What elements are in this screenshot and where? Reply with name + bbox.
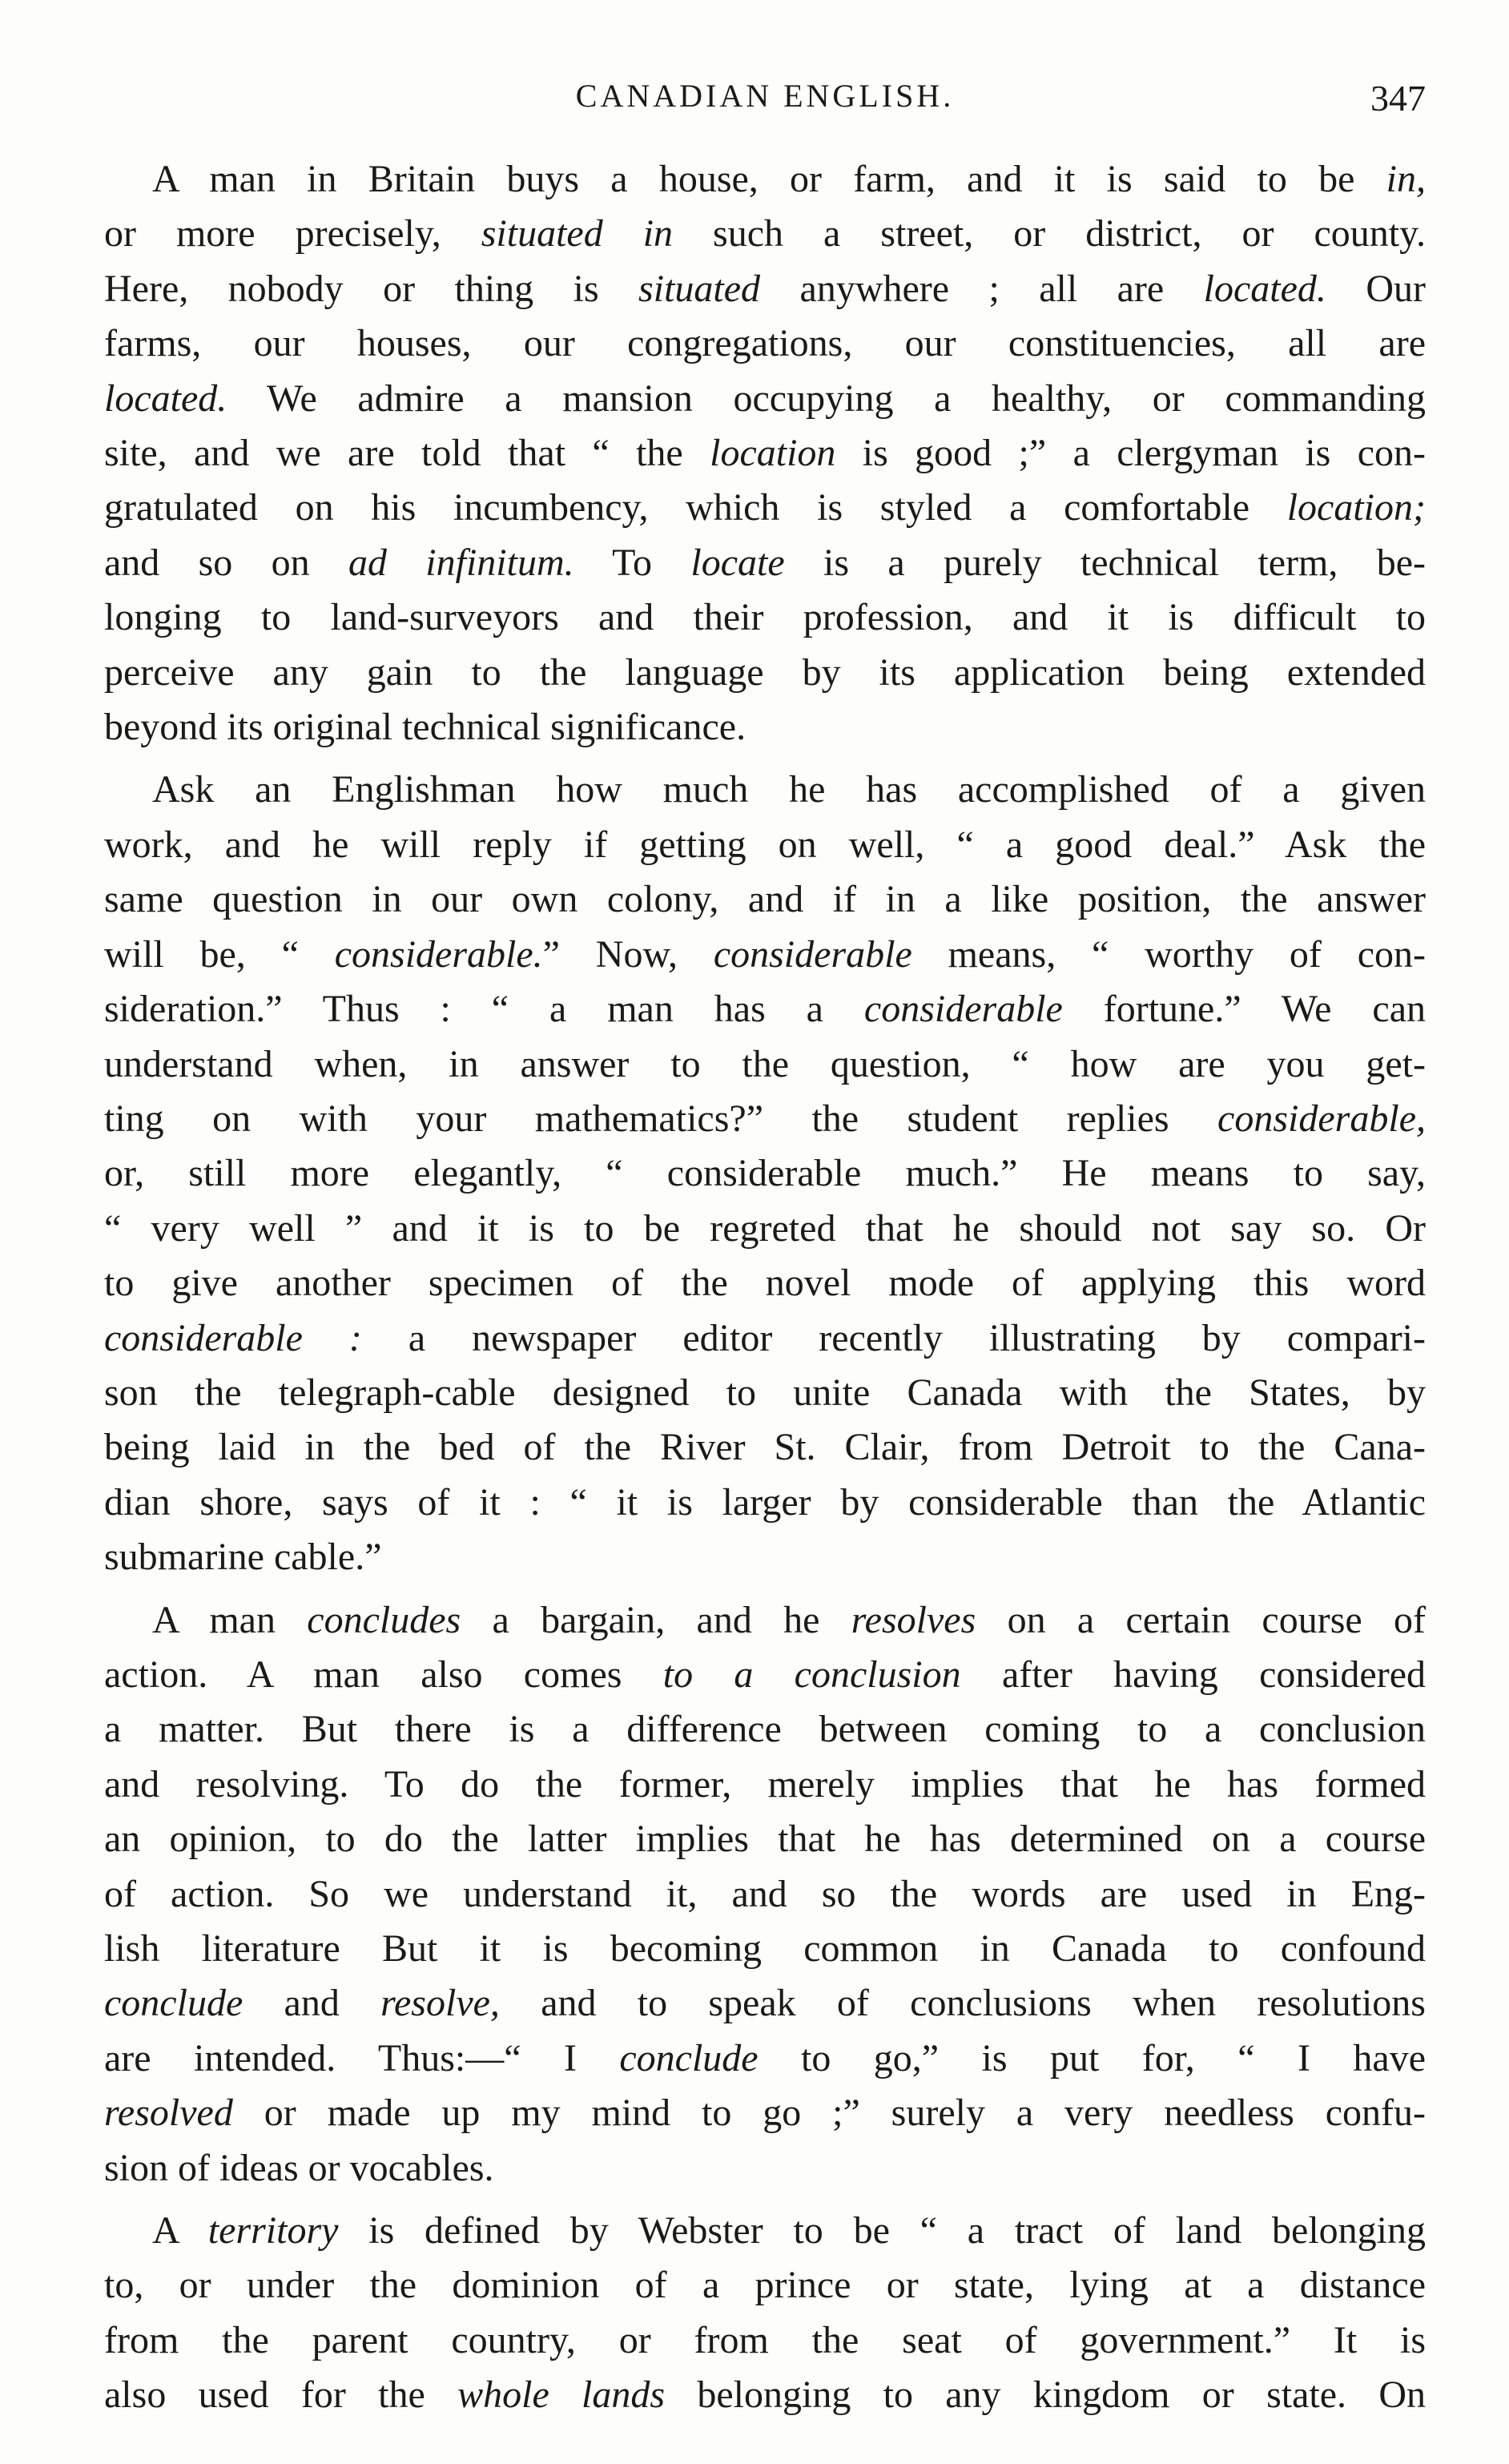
text-run: being laid in the bed of the River St. Clair, from Detroit to the Cana- xyxy=(104,1426,1426,1469)
italic-term: territory xyxy=(207,2209,339,2253)
italic-term: considerable, xyxy=(1217,1097,1426,1140)
italic-term: resolve, xyxy=(380,1982,500,2025)
text-line xyxy=(104,1702,1426,1757)
text-line xyxy=(104,1922,1426,1976)
text-run: is good ;” a clergyman is con- xyxy=(835,432,1427,475)
text-run: understand when, in answer to the question, “ how are you get- xyxy=(104,1042,1426,1085)
text-line xyxy=(104,2313,1426,2368)
text-run: work, and he will reply if getting on well, “ a good deal.” Ask the xyxy=(104,823,1426,866)
italic-term: location xyxy=(710,432,836,475)
text-run: A man in Britain buys a house, or farm, and it is said to be xyxy=(152,158,1386,200)
italic-term: conclude xyxy=(619,2036,759,2080)
text-run: belonging to any kingdom or state. On xyxy=(665,2373,1427,2417)
italic-term: resolved xyxy=(104,2092,233,2135)
text-line xyxy=(104,316,1426,371)
text-line xyxy=(104,262,1426,316)
text-run: to give another specimen of the novel mode of applying this word xyxy=(104,1262,1426,1305)
text-line xyxy=(104,982,1426,1037)
text-run: a newspaper editor recently illustrating by compari- xyxy=(361,1316,1426,1359)
italic-term: located. xyxy=(104,376,227,420)
text-line xyxy=(104,1812,1426,1866)
text-line xyxy=(104,763,1426,817)
text-line xyxy=(104,928,1426,982)
text-run: will be, “ xyxy=(104,932,335,976)
text-line xyxy=(104,1757,1426,1812)
text-run: site, and we are told that “ the xyxy=(104,432,710,475)
text-run: sion of ideas or vocables. xyxy=(104,2146,494,2189)
text-run: or made up my mind to go ;” surely a very needless confu- xyxy=(232,2092,1426,2135)
italic-term: considerable xyxy=(713,932,912,976)
text-line xyxy=(104,2258,1426,2313)
text-line xyxy=(104,2368,1426,2422)
paragraph xyxy=(104,1593,1426,2196)
italic-term: situated in xyxy=(481,212,674,256)
text-line xyxy=(104,1146,1426,1201)
italic-term: considerable : xyxy=(104,1316,362,1359)
text-run: on a certain course of xyxy=(976,1598,1426,1641)
text-run: and xyxy=(243,1982,381,2025)
text-run: farms, our houses, our congregations, our constituencies, all are xyxy=(104,322,1426,365)
text-run: gratulated on his incumbency, which is styled a comfortable xyxy=(104,486,1287,529)
italic-term: concludes xyxy=(307,1598,461,1641)
text-line xyxy=(104,590,1426,645)
text-line xyxy=(104,152,1426,207)
paragraph xyxy=(104,152,1426,755)
text-run: to, or under the dominion of a prince or state, lying at a distance xyxy=(104,2264,1426,2307)
italic-term: considerable. xyxy=(334,932,543,976)
text-run: a matter. But there is a difference between coming to a conclusion xyxy=(104,1708,1426,1751)
text-run: or, still more elegantly, “ considerable much.” He means to say, xyxy=(104,1152,1426,1195)
text-line xyxy=(104,1366,1426,1420)
italic-term: located. xyxy=(1203,267,1326,310)
text-run: lish literature But it is becoming common in Canada to confound xyxy=(104,1927,1426,1970)
text-run: or more precisely, xyxy=(104,212,481,256)
text-run: sideration.” Thus : “ a man has a xyxy=(104,988,864,1031)
text-line xyxy=(104,207,1426,261)
italic-term: whole lands xyxy=(457,2373,666,2417)
italic-term: locate xyxy=(690,541,785,584)
text-run: perceive any gain to the language by its application being extended xyxy=(104,650,1426,694)
running-head xyxy=(104,77,1426,133)
text-run: such a street, or district, or county. xyxy=(673,212,1427,256)
text-run: means, “ worthy of con- xyxy=(911,932,1427,976)
text-line xyxy=(104,1976,1426,2031)
text-line xyxy=(104,2086,1426,2140)
text-line xyxy=(104,1648,1426,1702)
paragraph xyxy=(104,2204,1426,2423)
text-run: of action. So we understand it, and so the words are used in Eng- xyxy=(104,1872,1426,1915)
text-line xyxy=(104,1202,1426,1256)
text-run: anywhere ; all are xyxy=(760,267,1204,310)
text-line xyxy=(104,1593,1426,1648)
text-run: Ask an Englishman how much he has accomplished of a given xyxy=(152,768,1426,811)
text-run: to go,” is put for, “ I have xyxy=(758,2036,1426,2080)
page-number: 347 xyxy=(1370,78,1426,119)
text-line xyxy=(104,536,1426,590)
text-run: “ very well ” and it is to be regreted that he should not say so. Or xyxy=(104,1206,1426,1250)
text-line xyxy=(104,1311,1426,1366)
text-run: son the telegraph-cable designed to unite Canada with the States, by xyxy=(104,1371,1426,1414)
text-line xyxy=(104,872,1426,927)
text-run: We admire a mansion occupying a healthy, or commanding xyxy=(227,376,1426,420)
italic-term: conclude xyxy=(104,1982,243,2025)
text-line xyxy=(104,481,1426,535)
text-run: is defined by Webster to be “ a tract of land belonging xyxy=(338,2209,1427,2253)
text-run: from the parent country, or from the seat of government.” It is xyxy=(104,2318,1426,2361)
italic-term: to a conclusion xyxy=(662,1653,961,1696)
text-run: Our xyxy=(1326,267,1426,310)
text-run: is a purely technical term, be- xyxy=(784,541,1427,584)
text-line xyxy=(104,1037,1426,1092)
text-line xyxy=(104,1867,1426,1922)
text-run: submarine cable.” xyxy=(104,1536,382,1579)
text-line xyxy=(104,1256,1426,1311)
text-line xyxy=(104,1476,1426,1530)
text-run: same question in our own colony, and if in a like position, the answer xyxy=(104,878,1426,921)
text-run: A man xyxy=(152,1598,308,1641)
italic-term: considerable xyxy=(863,988,1063,1031)
running-title: CANADIAN ENGLISH. xyxy=(575,78,955,114)
text-run: and to speak of conclusions when resolutions xyxy=(499,1982,1426,2025)
italic-term: location; xyxy=(1286,486,1426,529)
text-line xyxy=(104,372,1426,426)
italic-term: resolves xyxy=(851,1598,976,1641)
text-run: To xyxy=(573,541,691,584)
text-run: and resolving. To do the former, merely implies that he has formed xyxy=(104,1762,1426,1806)
text-run: after having considered xyxy=(960,1653,1427,1696)
text-run: also used for the xyxy=(104,2373,458,2417)
text-line xyxy=(104,646,1426,700)
italic-term: ad infinitum. xyxy=(348,541,574,584)
italic-term: situated xyxy=(638,267,761,310)
text-line xyxy=(104,2204,1426,2258)
body-text xyxy=(104,152,1426,2431)
text-run: longing to land-surveyors and their profession, and it is difficult to xyxy=(104,596,1426,639)
text-run: A xyxy=(152,2209,208,2253)
text-run: action. A man also comes xyxy=(104,1653,663,1696)
text-run: beyond its original technical significance. xyxy=(104,706,746,749)
text-line xyxy=(104,1420,1426,1475)
text-run: an opinion, to do the latter implies that he has determined on a course xyxy=(104,1818,1426,1861)
text-line xyxy=(104,700,1426,755)
text-line xyxy=(104,1530,1426,1584)
text-run: fortune.” We can xyxy=(1062,988,1427,1031)
italic-term: in, xyxy=(1386,158,1426,200)
text-line xyxy=(104,2141,1426,2196)
text-run: and so on xyxy=(104,541,348,584)
text-run: ting on with your mathematics?” the student replies xyxy=(104,1097,1218,1140)
text-run: ” Now, xyxy=(542,932,714,976)
text-line xyxy=(104,818,1426,872)
text-line xyxy=(104,426,1426,481)
text-run: Here, nobody or thing is xyxy=(104,267,639,310)
text-run: are intended. Thus:—“ I xyxy=(104,2036,620,2080)
text-line xyxy=(104,2031,1426,2086)
text-line xyxy=(104,1092,1426,1146)
text-run: a bargain, and he xyxy=(461,1598,851,1641)
text-run: dian shore, says of it : “ it is larger by considerable than the Atlantic xyxy=(104,1480,1426,1524)
paragraph xyxy=(104,763,1426,1584)
